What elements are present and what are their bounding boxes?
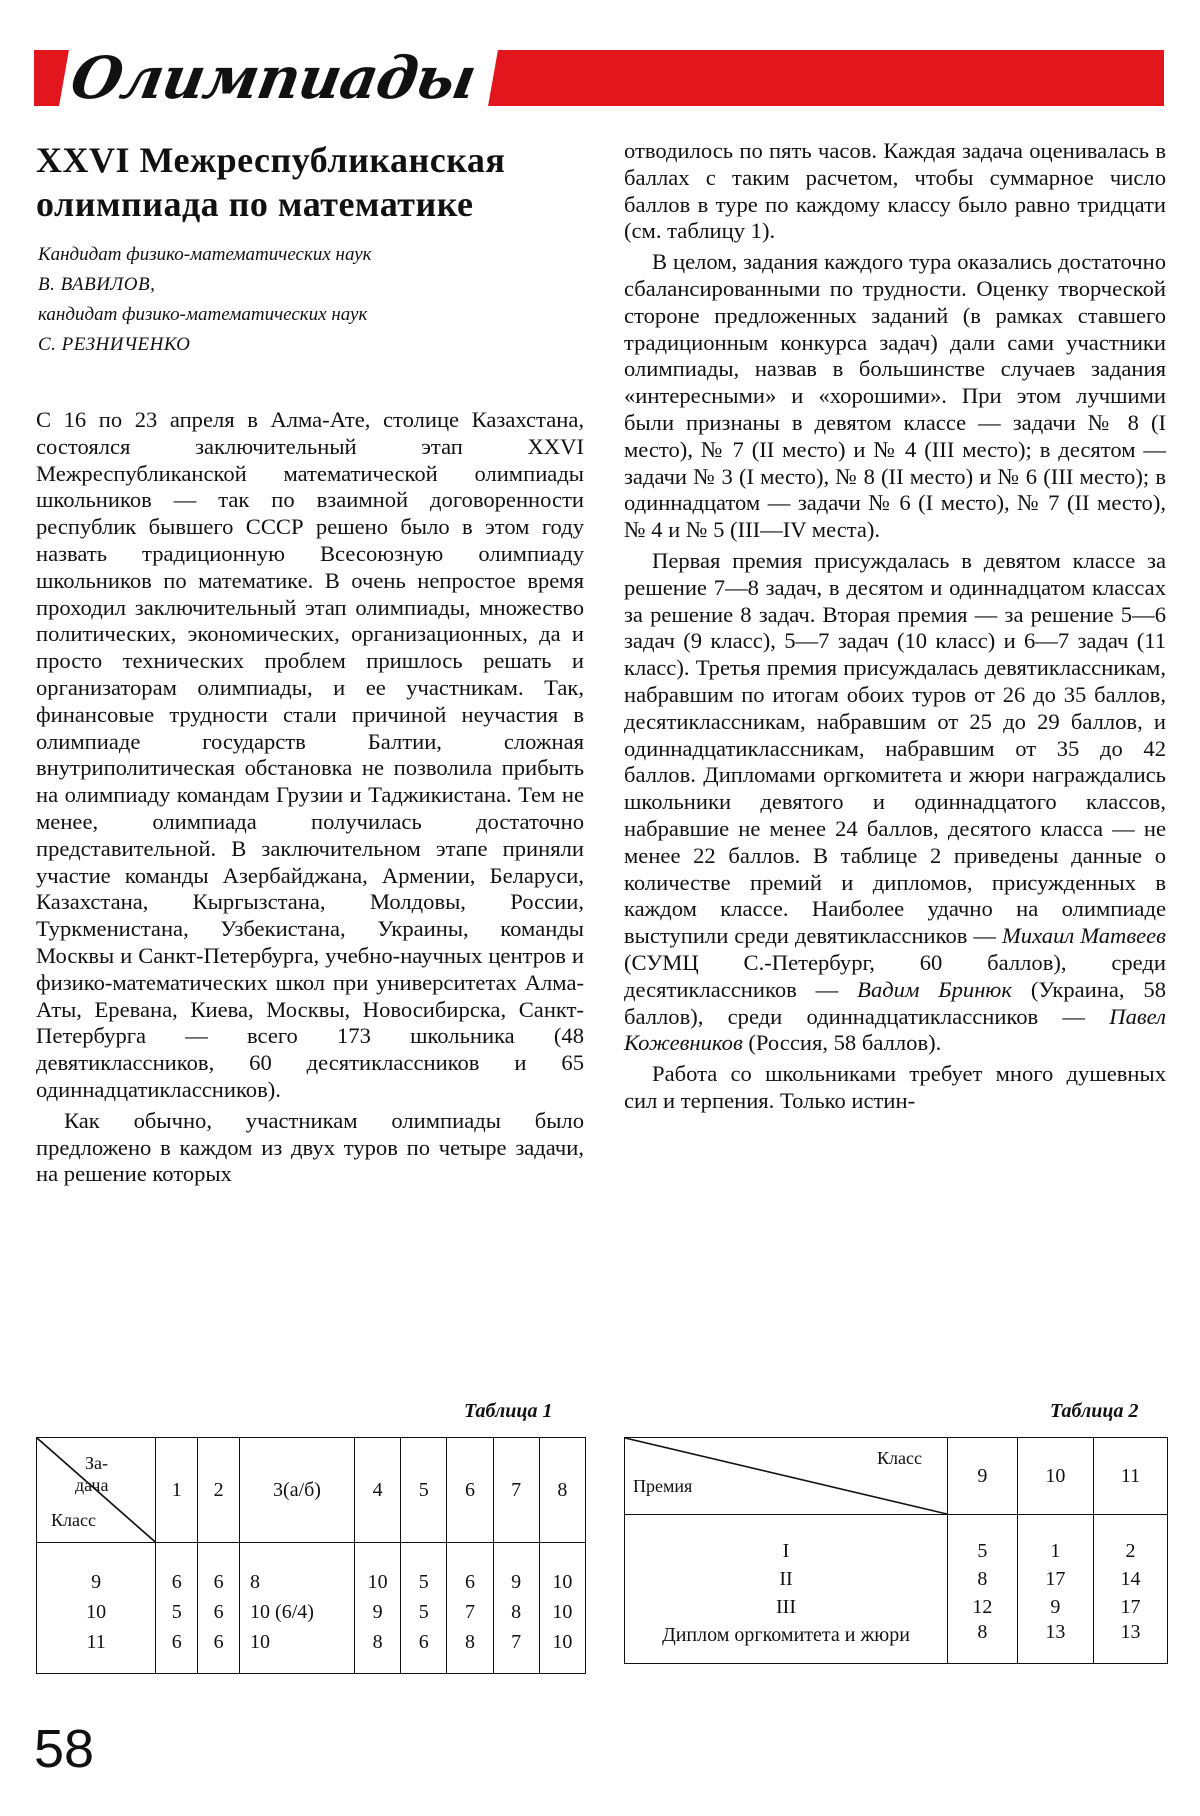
cell: 10	[240, 1627, 355, 1674]
cell: 5	[948, 1515, 1018, 1566]
page-number: 58	[34, 1719, 95, 1779]
left-column	[36, 407, 584, 1188]
winner-note: (Украина, 58 баллов), среди одиннадцатиклассников —	[624, 976, 1166, 1029]
paragraph: С 16 по 23 апреля в Алма-Ате, столице Казахстана, состоялся заключительный этап XXVI Межреспубликанской математической олимпиады школьников — так по взаимной договоренности республик бывшего СССР решено было в этом году назвать традиционную Всесоюзную олимпиаду школьников по математике. В очень непростое время проходил заключительный этап олимпиады, множество политических, экономических, организационных, да и просто технических проблем пришлось решать и организаторам олимпиады, и ее участникам. Так, финансовые трудности стали причиной неучастия в олимпиаде государств Балтии, сложная внутриполитическая обстановка не позволила прибыть на олимпиаду командам Грузии и Таджикистана. Тем не менее, олимпиада получилась достаточно представительной. В заключительном этапе приняли участие команды Азербайджана, Армении, Беларуси, Казахстана, Кыргызстана, Молдовы, России, Туркменистана, Узбекистана, Украины, команды Москвы и Санкт-Петербурга, учебно-научных центров и физико-математических школ при университетах Алма-Аты, Еревана, Киева, Москвы, Новосибирска, Санкт-Петербурга — всего 173 школьника (48 девятиклассников, 60 десятиклассников и 65 одиннадцатиклассников).	[36, 407, 584, 1102]
cell: 1	[1017, 1515, 1093, 1566]
cell: 10	[354, 1543, 400, 1598]
table1-header-row	[37, 1438, 586, 1543]
row-label: II	[625, 1565, 948, 1593]
cell: 8	[240, 1543, 355, 1598]
table1-col-header: 6	[447, 1438, 493, 1543]
corner-top-2: дача	[75, 1475, 109, 1495]
cell: 9	[1017, 1593, 1093, 1621]
section-banner	[34, 44, 1164, 112]
cell: 10	[539, 1597, 585, 1627]
cell: 8	[354, 1627, 400, 1674]
cell: 2	[1094, 1515, 1168, 1566]
cell: 7	[493, 1627, 539, 1674]
cell: 6	[198, 1627, 240, 1674]
author2-role: кандидат физико-математических наук	[38, 304, 368, 325]
table1-col-header: 2	[198, 1438, 240, 1543]
cell: 17	[1017, 1565, 1093, 1593]
section-title: Олимпиады	[57, 36, 500, 120]
table1-corner	[37, 1438, 156, 1543]
table1-col-header: 8	[539, 1438, 585, 1543]
cell: 13	[1017, 1621, 1093, 1664]
table1-col-header: 4	[354, 1438, 400, 1543]
winner-name: Павел Кожевников	[624, 1003, 1166, 1056]
table2-col-header: 9	[948, 1438, 1018, 1515]
corner-top: Класс	[877, 1448, 922, 1468]
table2-col-header: 10	[1017, 1438, 1093, 1515]
author1-name: В. ВАВИЛОВ,	[38, 274, 156, 295]
article-title	[36, 138, 596, 226]
table1-col-header: 1	[156, 1438, 198, 1543]
cell: 6	[198, 1597, 240, 1627]
cell: 8	[447, 1627, 493, 1674]
paragraph-text: Первая премия присуждалась в девятом классе за решение 7—8 задач, в десятом и одиннадцатом классах за решение 8 задач. Вторая премия — за решение 5—6 задач (9 класс), 5—7 задач (10 класс) и 6—7 задач (11 класс). Третья премия присуждалась девятиклассникам, набравшим по итогам обоих туров от 26 до 35 баллов, десятиклассникам, набравшим от 25 до 29 баллов, и одиннадцатиклассникам, набравшим от 35 до 42 баллов. Дипломами оргкомитета и жюри награждались школьники девятого и одиннадцатого классов, набравшие не менее 24 баллов, десятого класса — не менее 22 баллов. В таблице 2 приведены данные о количестве премий и дипломов, присужденных в каждом классе. Наиболее удачно на олимпиаде выступили среди девятиклассников —	[624, 547, 1166, 949]
paragraph: отводилось по пять часов. Каждая задача оценивалась в баллах с таким расчетом, чтобы суммарное число баллов в туре по каждому классу было равно тридцати (см. таблицу 1).	[624, 138, 1166, 244]
row-label: I	[625, 1515, 948, 1566]
table1-caption: Таблица 1	[464, 1400, 553, 1422]
table-row	[625, 1565, 1168, 1593]
author2-name: С. РЕЗНИЧЕНКО	[38, 334, 191, 355]
table-row	[37, 1543, 586, 1598]
corner-bottom: Класс	[51, 1510, 96, 1530]
table2-col-header: 11	[1094, 1438, 1168, 1515]
title-line-1: XXVI Межреспубликанская	[36, 140, 506, 180]
winner-name: Михаил Матвеев	[1001, 923, 1166, 949]
table-row	[625, 1515, 1168, 1566]
cell: 6	[401, 1627, 447, 1674]
title-line-2: олимпиада по математике	[36, 184, 474, 224]
cell: 9	[493, 1543, 539, 1598]
paragraph: Работа со школьниками требует много душевных сил и терпения. Только истин-	[624, 1061, 1166, 1113]
cell: 6	[447, 1543, 493, 1598]
cell: 6	[156, 1543, 198, 1598]
corner-bottom: Премия	[633, 1476, 693, 1496]
cell: 5	[156, 1597, 198, 1627]
cell: 9	[354, 1597, 400, 1627]
cell: 7	[447, 1597, 493, 1627]
row-label: Диплом оргкомитета и жюри	[625, 1621, 948, 1664]
cell: 10	[539, 1627, 585, 1674]
row-class: 9	[37, 1543, 156, 1598]
winner-note: (Россия, 58 баллов).	[748, 1030, 942, 1056]
table1-col-header: 7	[493, 1438, 539, 1543]
table2-corner	[625, 1438, 948, 1515]
row-label: III	[625, 1593, 948, 1621]
table-row	[37, 1627, 586, 1674]
row-class: 10	[37, 1597, 156, 1627]
author1-role: Кандидат физико-математических наук	[38, 244, 372, 265]
cell: 8	[948, 1565, 1018, 1593]
cell: 6	[156, 1627, 198, 1674]
table-row	[625, 1621, 1168, 1664]
cell: 14	[1094, 1565, 1168, 1593]
cell: 12	[948, 1593, 1018, 1621]
cell: 10	[539, 1543, 585, 1598]
cell: 10 (6/4)	[240, 1597, 355, 1627]
paragraph: Как обычно, участникам олимпиады было предложено в каждом из двух туров по четыре задачи, на решение которых	[36, 1107, 584, 1187]
cell: 6	[198, 1543, 240, 1598]
authors	[38, 240, 578, 360]
cell: 13	[1094, 1621, 1168, 1664]
table2	[624, 1437, 1168, 1664]
table2-caption: Таблица 2	[1050, 1400, 1139, 1422]
winner-note: (СУМЦ С.-Петербург, 60 баллов), среди десятиклассников —	[624, 949, 1166, 1002]
table1	[36, 1437, 586, 1674]
cell: 5	[401, 1597, 447, 1627]
table-row	[625, 1593, 1168, 1621]
corner-top-1: За-	[85, 1453, 109, 1473]
row-class: 11	[37, 1627, 156, 1674]
table1-col-header: 3(а/б)	[240, 1438, 355, 1543]
paragraph-winners	[624, 548, 1166, 1057]
cell: 8	[493, 1597, 539, 1627]
table-row	[37, 1597, 586, 1627]
cell: 17	[1094, 1593, 1168, 1621]
winner-name: Вадим Бринюк	[857, 976, 1012, 1002]
cell: 5	[401, 1543, 447, 1598]
table1-col-header: 5	[401, 1438, 447, 1543]
paragraph: В целом, задания каждого тура оказались достаточно сбалансированными по трудности. Оценку творческой стороне предложенных заданий (в рамках ставшего традиционным конкурса задач) дали сами участники олимпиады, назвав в большинстве случаев задания «интересными» и «хорошими». При этом лучшими были признаны в девятом классе — задачи № 8 (I место), № 7 (II место) и № 4 (III место); в десятом — задачи № 3 (I место), № 8 (II место) и № 6 (III место); в одиннадцатом — задачи № 6 (I место), № 7 (II место), № 4 и № 5 (III—IV места).	[624, 249, 1166, 543]
cell: 8	[948, 1621, 1018, 1664]
table2-header-row	[625, 1438, 1168, 1515]
right-column	[624, 138, 1166, 1115]
